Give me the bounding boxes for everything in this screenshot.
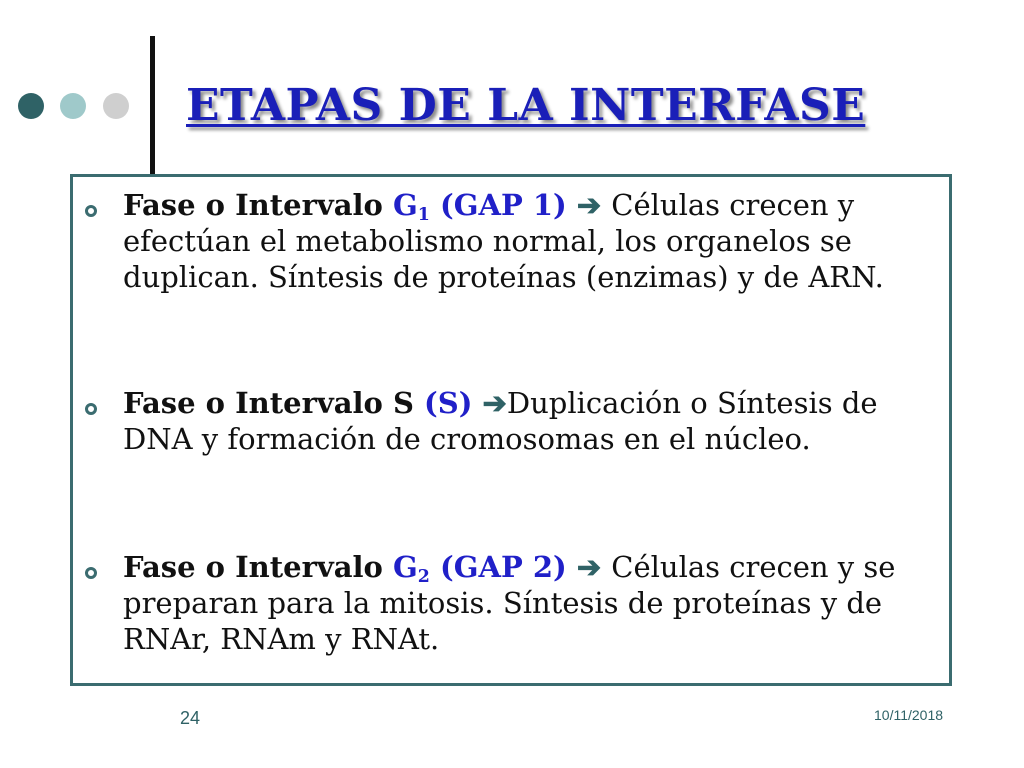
decor-dot-gray [103, 93, 129, 119]
page-number: 24 [180, 708, 201, 728]
list-item-text [123, 187, 949, 295]
phase-description: Células crecen y se preparan para la mitosis. Síntesis de proteínas y de RNAr, RNAm y RNAt. [123, 550, 896, 656]
phase-label: Fase o Intervalo [123, 550, 393, 584]
slide-date: 10/11/2018 [874, 707, 944, 723]
arrow-right-icon: ➔ [566, 188, 612, 222]
arrow-right-icon: ➔ [566, 550, 612, 584]
bullet-icon [85, 205, 97, 217]
decor-dot-dark [18, 93, 44, 119]
slide-title: ETAPAS DE LA INTERFASE [186, 80, 866, 131]
list-item-text [123, 549, 949, 657]
phase-code: (S) [424, 386, 473, 420]
bullet-icon [85, 567, 97, 579]
decor-dot-light [60, 93, 86, 119]
arrow-right-icon: ➔ [472, 386, 507, 420]
phase-description: Células crecen y efectúan el metabolismo normal, los organelos se duplican. Síntesis de proteínas (enzimas) y de ARN. [123, 188, 884, 294]
phase-description: Duplicación o Síntesis de DNA y formación de cromosomas en el núcleo. [123, 386, 878, 456]
title-divider-line [150, 36, 155, 176]
list-item-text [123, 385, 949, 457]
phase-code: $G_1$ (GAP 1) [392, 188, 567, 226]
phase-code: $G_2$ (GAP 2) [392, 550, 567, 588]
phase-label: Fase o Intervalo S [123, 386, 425, 420]
phase-label: Fase o Intervalo [123, 188, 393, 222]
content-box [70, 174, 952, 686]
bullet-icon [85, 403, 97, 415]
